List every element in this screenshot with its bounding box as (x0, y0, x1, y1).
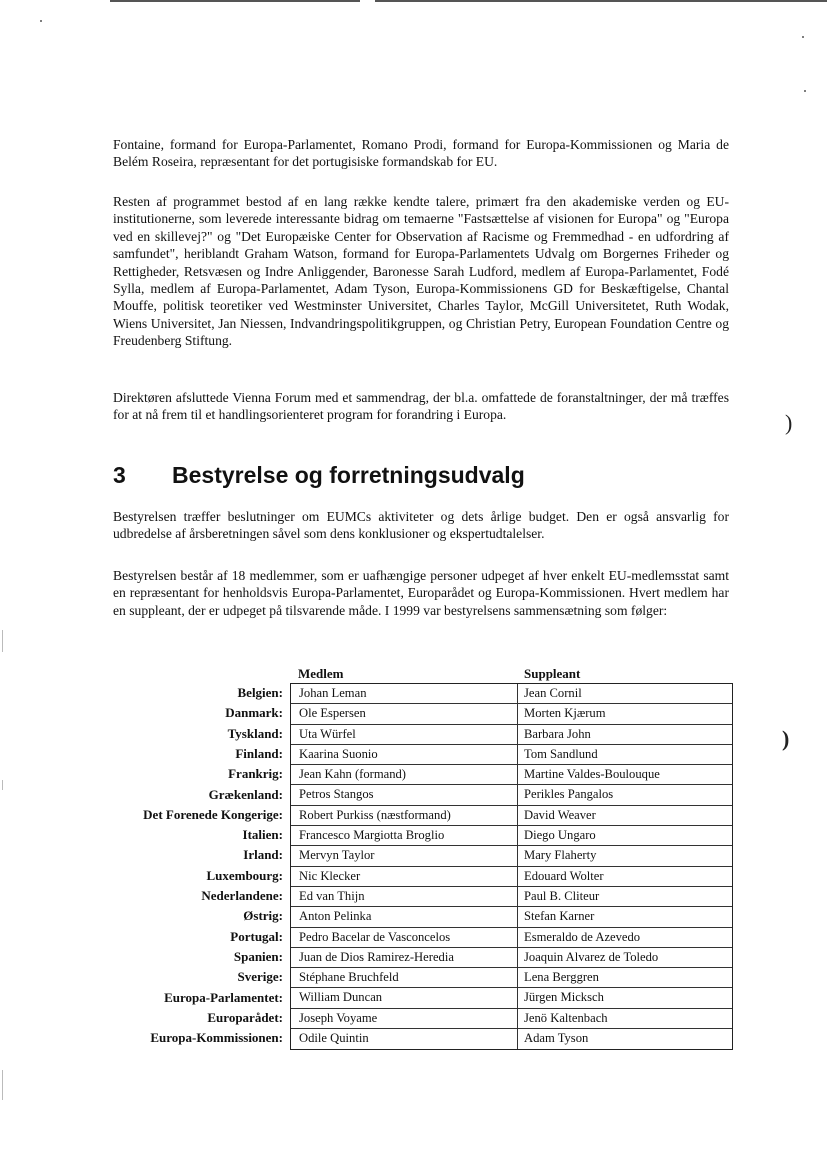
country-label: Italien: (242, 827, 283, 843)
table-row (291, 684, 732, 704)
table-row (291, 725, 732, 745)
scan-edge-line (375, 0, 827, 2)
member-cell: Pedro Bacelar de Vasconcelos (291, 928, 518, 947)
paragraph-speakers: Resten af programmet bestod af en lang række kendte talere, primært fra den akademiske verden og EU-institutionerne, som leverede interessante bidrag om temaerne "Fastsættelse af visionen for Europa" og "Europa ved en skillevej?" og "Det Europæiske Center for Observation af Racisme og Fremmedhad - en udfordring af samfundet", heriblandt Graham Watson, formand for Europa-Parlamentets Udvalg om Borgernes Friheder og Rettigheder, Retsvæsen og Indre Anliggender, Baronesse Sarah Ludford, medlem af Europa-Parlamentet, Fodé Sylla, medlem af Europa-Parlamentet, Adam Tyson, Europa-Kommissionens GD for Beskæftigelse, Chantal Mouffe, politisk teoretiker ved Westminster Universitet, Charles Taylor, McGill Universitetet, Ruth Wodak, Wiens Universitet, Jan Niessen, Indvandringspolitikgruppen, og Christian Petry, European Foundation Centre og Freudenberg Stiftung. (113, 194, 729, 349)
member-cell: Juan de Dios Ramirez-Heredia (291, 948, 518, 967)
member-cell: Jean Kahn (formand) (291, 765, 518, 784)
member-cell: Ole Espersen (291, 704, 518, 723)
country-label: Belgien: (237, 685, 283, 700)
table-row (291, 867, 732, 887)
scan-speck (40, 20, 42, 22)
substitute-cell: Barbara John (524, 726, 591, 741)
column-header-member: Medlem (298, 666, 344, 681)
member-cell: William Duncan (291, 988, 518, 1007)
section-title: Bestyrelse og forretningsudvalg (172, 462, 525, 488)
table-row (291, 745, 732, 765)
member-cell: Johan Leman (291, 684, 518, 703)
column-header-substitute: Suppleant (524, 666, 581, 681)
substitute-cell: Stefan Karner (524, 909, 595, 924)
substitute-cell: Joaquin Alvarez de Toledo (524, 949, 659, 964)
country-label: Spanien: (233, 948, 283, 964)
substitute-cell: Paul B. Cliteur (524, 888, 600, 903)
substitute-cell: Jenö Kaltenbach (524, 1010, 608, 1025)
table-row (291, 968, 732, 988)
country-label: Europarådet: (207, 1009, 283, 1025)
table-row (291, 1009, 732, 1029)
table-row (291, 806, 732, 826)
table-row (291, 887, 732, 907)
country-label: Portugal: (230, 928, 283, 944)
member-cell: Anton Pelinka (291, 907, 518, 926)
scan-margin-mark (2, 630, 3, 652)
section-number: 3 (113, 462, 126, 488)
paragraph-intro-continuation: Fontaine, formand for Europa-Parlamentet, Romano Prodi, formand for Europa-Kommissionen og Maria de Belém Roseira, repræsentant for det portugisiske formandskab for EU. (113, 137, 729, 170)
country-label: Nederlandene: (201, 888, 283, 903)
board-members-table (290, 683, 733, 1050)
substitute-cell: Diego Ungaro (524, 828, 596, 843)
binding-hole-mark: ) (782, 726, 790, 751)
table-row (291, 785, 732, 805)
member-cell: Kaarina Suonio (291, 745, 518, 764)
substitute-cell: Mary Flaherty (524, 848, 597, 863)
member-cell: Robert Purkiss (næstformand) (291, 806, 518, 825)
paragraph-closing: Direktøren afsluttede Vienna Forum med et sammendrag, der bl.a. omfattede de foranstaltninger, der må træffes for at nå frem til et handlingsorienteret program for forandring i Europa. (113, 390, 729, 423)
country-label: Irland: (243, 847, 283, 863)
country-label: Tyskland: (227, 725, 283, 741)
substitute-cell: Perikles Pangalos (524, 787, 614, 802)
scan-speck (802, 36, 804, 38)
substitute-cell: Adam Tyson (524, 1031, 589, 1046)
substitute-cell: Esmeraldo de Azevedo (524, 929, 641, 944)
table-row (291, 826, 732, 846)
scan-speck (804, 90, 806, 92)
table-row (291, 846, 732, 866)
member-cell: Nic Klecker (291, 867, 518, 886)
table-row (291, 1029, 732, 1049)
table-row (291, 907, 732, 927)
country-label: Grækenland: (208, 786, 283, 802)
country-label: Europa-Parlamentet: (164, 989, 283, 1005)
scan-margin-mark (2, 1070, 3, 1100)
member-cell: Petros Stangos (291, 785, 518, 804)
table-row (291, 948, 732, 968)
member-cell: Francesco Margiotta Broglio (291, 826, 518, 845)
substitute-cell: Tom Sandlund (524, 746, 598, 761)
substitute-cell: Jean Cornil (524, 686, 582, 700)
country-label: Frankrig: (228, 766, 283, 782)
country-label: Det Forenede Kongerige: (143, 806, 283, 822)
scan-edge-line (110, 0, 360, 2)
country-label: Østrig: (243, 908, 283, 924)
member-cell: Ed van Thijn (291, 887, 518, 906)
substitute-cell: Martine Valdes-Boulouque (524, 767, 660, 782)
country-label: Luxembourg: (206, 867, 283, 883)
table-row (291, 928, 732, 948)
substitute-cell: Jürgen Micksch (524, 990, 604, 1005)
paragraph-board-role: Bestyrelsen træffer beslutninger om EUMCs aktiviteter og dets årlige budget. Den er også ansvarlig for udbredelse af årsberetningen såvel som dens konklusioner og ekspertudtalelser. (113, 509, 729, 542)
section-heading (113, 462, 525, 489)
table-row (291, 988, 732, 1008)
country-label: Danmark: (225, 705, 283, 721)
binding-hole-mark: ) (785, 410, 793, 435)
table-row (291, 704, 732, 724)
member-cell: Odile Quintin (291, 1029, 518, 1049)
substitute-cell: Morten Kjærum (524, 706, 606, 721)
substitute-cell: Lena Berggren (524, 970, 599, 985)
country-label: Finland: (235, 745, 283, 761)
scan-margin-mark (2, 780, 3, 790)
table-row (291, 765, 732, 785)
paragraph-board-composition: Bestyrelsen består af 18 medlemmer, som er uafhængige personer udpeget af hver enkelt EU-medlemsstat samt en repræsentant for henholdsvis Europa-Parlamentet, Europarådet og Europa-Kommissionen. Hvert medlem har en suppleant, der er udpeget på tilsvarende måde. I 1999 var bestyrelsens sammensætning som følger: (113, 568, 729, 618)
substitute-cell: David Weaver (524, 807, 596, 822)
country-label: Europa-Kommissionen: (150, 1030, 283, 1046)
substitute-cell: Edouard Wolter (524, 868, 604, 883)
member-cell: Uta Würfel (291, 725, 518, 744)
member-cell: Stéphane Bruchfeld (291, 968, 518, 987)
member-cell: Mervyn Taylor (291, 846, 518, 865)
member-cell: Joseph Voyame (291, 1009, 518, 1028)
country-label: Sverige: (237, 969, 283, 985)
